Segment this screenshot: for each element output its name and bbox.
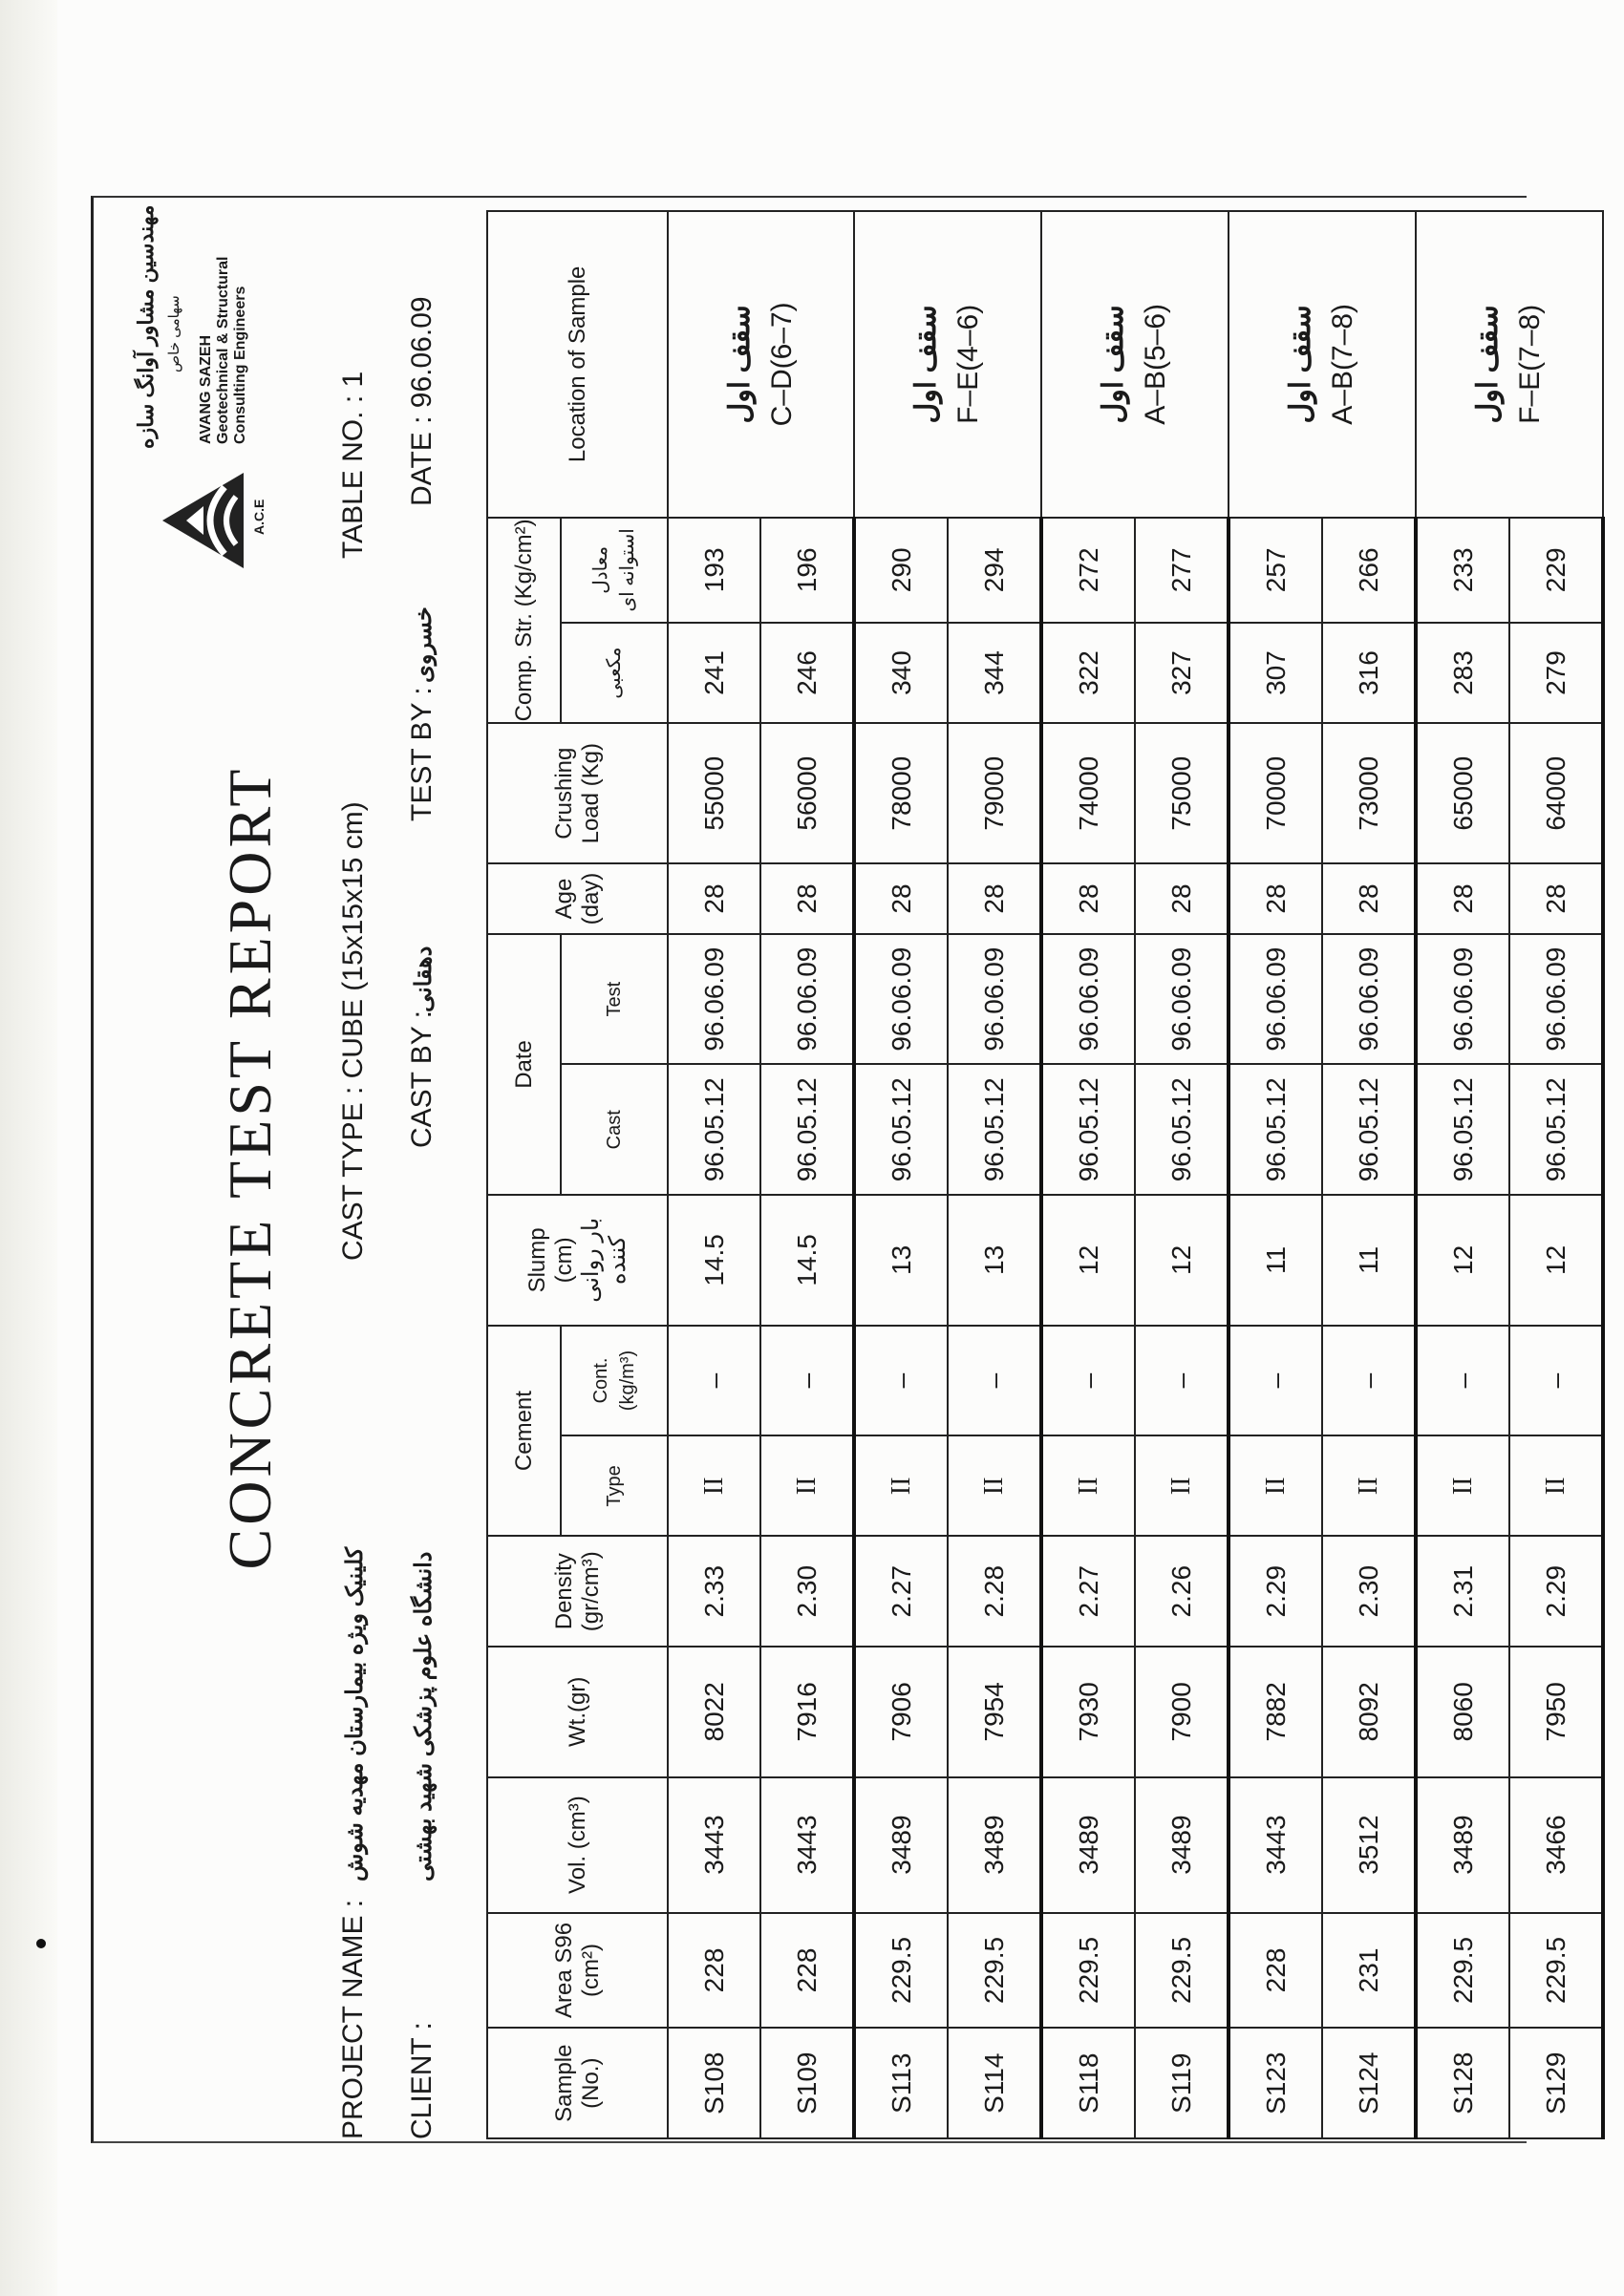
cell-cube: 241 — [668, 623, 760, 723]
cell-cast: 96.05.12 — [948, 1064, 1041, 1195]
col-slump-unit: (cm) — [550, 1237, 577, 1284]
location-grid-code: F–E(7–8) — [1514, 304, 1546, 424]
cell-cyl: 266 — [1322, 518, 1416, 623]
cell-load: 74000 — [1041, 723, 1135, 863]
table-row — [854, 211, 948, 2138]
cell-area: 229.5 — [854, 1913, 948, 2029]
col-volume: Vol. (cm³) — [487, 1777, 668, 1913]
cell-test: 96.06.09 — [668, 934, 760, 1065]
cast-type: CAST TYPE : CUBE (15x15x15 cm) — [337, 801, 369, 1261]
cell-slump: 12 — [1041, 1195, 1135, 1326]
cast-by-label: CAST BY : — [406, 1010, 438, 1148]
location-floor-fa: سقف اول — [1285, 305, 1316, 424]
cell-age: 28 — [948, 863, 1041, 934]
cell-cont: – — [948, 1326, 1041, 1436]
cell-cast: 96.05.12 — [1041, 1064, 1135, 1195]
cell-cube: 322 — [1041, 623, 1135, 723]
cell-load: 73000 — [1322, 723, 1416, 863]
concrete-test-table — [486, 210, 1605, 2139]
cell-test: 96.06.09 — [1135, 934, 1229, 1065]
cell-sample: S108 — [668, 2028, 760, 2138]
cell-slump: 13 — [948, 1195, 1041, 1326]
cell-vol: 3512 — [1322, 1777, 1416, 1913]
cell-vol: 3466 — [1509, 1777, 1603, 1913]
company-name-fa: مهندسین مشاور آوانگ سازه — [134, 204, 158, 449]
cell-cyl: 193 — [668, 518, 760, 623]
report-sheet — [91, 196, 1571, 2139]
table-number: TABLE NO. : 1 — [337, 371, 369, 559]
cell-area: 229.5 — [1135, 1913, 1229, 2029]
cell-test: 96.06.09 — [1416, 934, 1509, 1065]
cell-density: 2.29 — [1229, 1536, 1322, 1647]
cell-vol: 3489 — [1135, 1777, 1229, 1913]
location-floor-fa: سقف اول — [723, 305, 756, 424]
col-slump-label: Slump — [524, 1227, 550, 1293]
cell-cast: 96.05.12 — [668, 1064, 760, 1195]
company-name-en: AVANG SAZEH Geotechnical & Structural Consulting Engineers — [198, 256, 248, 444]
location-cell — [668, 211, 854, 518]
location-grid-code: C–D(6–7) — [765, 302, 798, 427]
cell-slump: 12 — [1509, 1195, 1603, 1326]
cell-vol: 3489 — [1416, 1777, 1509, 1913]
cell-cast: 96.05.12 — [760, 1064, 854, 1195]
cell-cyl: 257 — [1229, 518, 1322, 623]
cell-sample: S113 — [854, 2028, 948, 2138]
cell-cyl: 229 — [1509, 518, 1603, 623]
cell-cyl: 290 — [854, 518, 948, 623]
cell-cont: – — [1041, 1326, 1135, 1436]
ink-dot — [36, 1939, 46, 1948]
cell-slump: 11 — [1229, 1195, 1322, 1326]
col-comp-cylinder: معادل استوانه ای — [561, 518, 668, 623]
cell-type: II — [1135, 1435, 1229, 1536]
cell-wt: 7916 — [760, 1647, 854, 1777]
cell-age: 28 — [760, 863, 854, 934]
cell-load: 75000 — [1135, 723, 1229, 863]
cell-sample: S119 — [1135, 2028, 1229, 2138]
cell-age: 28 — [1509, 863, 1603, 934]
cell-sample: S129 — [1509, 2028, 1603, 2138]
report-date: DATE : 96.06.09 — [406, 296, 438, 506]
cell-age: 28 — [1416, 863, 1509, 934]
cell-sample: S123 — [1229, 2028, 1322, 2138]
cell-vol: 3443 — [1229, 1777, 1322, 1913]
report-title: CONCRETE TEST REPORT — [216, 765, 284, 1570]
col-cement: Cement — [487, 1326, 561, 1537]
cell-cast: 96.05.12 — [1135, 1064, 1229, 1195]
cell-sample: S109 — [760, 2028, 854, 2138]
cell-type: II — [1416, 1435, 1509, 1536]
location-cell — [854, 211, 1041, 518]
test-by-label: TEST BY : — [406, 687, 438, 821]
cell-load: 56000 — [760, 723, 854, 863]
cell-density: 2.30 — [760, 1536, 854, 1647]
cell-cont: – — [1322, 1326, 1416, 1436]
cell-density: 2.31 — [1416, 1536, 1509, 1647]
location-cell — [1416, 211, 1603, 518]
cell-sample: S114 — [948, 2028, 1041, 2138]
cell-cube: 327 — [1135, 623, 1229, 723]
cell-test: 96.06.09 — [854, 934, 948, 1065]
cell-type: II — [1041, 1435, 1135, 1536]
cell-slump: 11 — [1322, 1195, 1416, 1326]
location-floor-fa: سقف اول — [1098, 305, 1129, 424]
cell-sample: S124 — [1322, 2028, 1416, 2138]
cell-density: 2.26 — [1135, 1536, 1229, 1647]
cell-type: II — [948, 1435, 1041, 1536]
cell-vol: 3443 — [668, 1777, 760, 1913]
cell-cast: 96.05.12 — [1416, 1064, 1509, 1195]
project-name-label: PROJECT NAME : — [337, 1899, 369, 2139]
cell-age: 28 — [1041, 863, 1135, 934]
cell-load: 78000 — [854, 723, 948, 863]
cell-area: 229.5 — [1041, 1913, 1135, 2029]
cell-vol: 3443 — [760, 1777, 854, 1913]
cell-cube: 246 — [760, 623, 854, 723]
cell-load: 65000 — [1416, 723, 1509, 863]
location-cell — [1229, 211, 1416, 518]
cell-age: 28 — [854, 863, 948, 934]
cell-age: 28 — [1322, 863, 1416, 934]
location-cell — [1041, 211, 1229, 518]
cell-load: 64000 — [1509, 723, 1603, 863]
cell-sample: S128 — [1416, 2028, 1509, 2138]
location-floor-fa: سقف اول — [910, 305, 942, 424]
col-comp-cube: مکعبی — [561, 623, 668, 723]
cell-cont: – — [668, 1326, 760, 1436]
cell-type: II — [668, 1435, 760, 1536]
table-row — [1041, 211, 1135, 2138]
cell-cyl: 277 — [1135, 518, 1229, 623]
company-abbr: A.C.E — [251, 499, 267, 535]
cast-by-value: دهقانی — [411, 946, 437, 1012]
location-floor-fa: سقف اول — [1472, 305, 1504, 424]
col-date-test: Test — [561, 934, 668, 1065]
cell-cyl: 272 — [1041, 518, 1135, 623]
cell-slump: 14.5 — [668, 1195, 760, 1326]
col-sample: Sample (No.) — [487, 2028, 668, 2138]
cell-age: 28 — [1135, 863, 1229, 934]
col-weight: Wt.(gr) — [487, 1647, 668, 1777]
cell-cube: 340 — [854, 623, 948, 723]
cell-density: 2.27 — [1041, 1536, 1135, 1647]
table-body — [668, 211, 1603, 2138]
cell-area: 228 — [760, 1913, 854, 2029]
cell-cube: 283 — [1416, 623, 1509, 723]
cell-cont: – — [1509, 1326, 1603, 1436]
cell-area: 231 — [1322, 1913, 1416, 2029]
cell-cube: 279 — [1509, 623, 1603, 723]
cell-cast: 96.05.12 — [1509, 1064, 1603, 1195]
table-row — [1229, 211, 1322, 2138]
cell-sample: S118 — [1041, 2028, 1135, 2138]
col-density: Density (gr/cm³) — [487, 1536, 668, 1647]
cell-vol: 3489 — [948, 1777, 1041, 1913]
cell-wt: 8022 — [668, 1647, 760, 1777]
cell-cast: 96.05.12 — [1322, 1064, 1416, 1195]
cell-load: 55000 — [668, 723, 760, 863]
cell-type: II — [1322, 1435, 1416, 1536]
client-value: دانشگاه علوم پزشکی شهید بهشتی — [411, 1551, 437, 1881]
cell-type: II — [1509, 1435, 1603, 1536]
project-name-value: کلینیک ویژه بیمارستان مهدیه شوش — [342, 1546, 368, 1881]
cell-density: 2.29 — [1509, 1536, 1603, 1647]
location-grid-code: A–B(5–6) — [1140, 303, 1171, 425]
col-crushing-load: Crushing Load (Kg) — [487, 723, 668, 863]
cell-cast: 96.05.12 — [1229, 1064, 1322, 1195]
cell-area: 229.5 — [1509, 1913, 1603, 2029]
cell-test: 96.06.09 — [1322, 934, 1416, 1065]
cell-area: 229.5 — [948, 1913, 1041, 2029]
cell-density: 2.28 — [948, 1536, 1041, 1647]
cell-cube: 344 — [948, 623, 1041, 723]
cell-type: II — [760, 1435, 854, 1536]
cell-cyl: 233 — [1416, 518, 1509, 623]
location-grid-code: F–E(4–6) — [952, 304, 984, 424]
cell-load: 70000 — [1229, 723, 1322, 863]
cell-cast: 96.05.12 — [854, 1064, 948, 1195]
cell-wt: 8060 — [1416, 1647, 1509, 1777]
cell-wt: 8092 — [1322, 1647, 1416, 1777]
cell-age: 28 — [1229, 863, 1322, 934]
company-subtitle-fa: سهامی خاص — [166, 295, 182, 372]
cell-test: 96.06.09 — [948, 934, 1041, 1065]
cell-cube: 307 — [1229, 623, 1322, 723]
cell-cyl: 294 — [948, 518, 1041, 623]
col-slump-fa: بار روانی کننده — [577, 1218, 630, 1303]
cell-cont: – — [854, 1326, 948, 1436]
cell-slump: 14.5 — [760, 1195, 854, 1326]
col-cement-cont: Cont. (kg/m³) — [561, 1326, 668, 1436]
cell-cont: – — [1416, 1326, 1509, 1436]
page-edge-shadow — [0, 0, 57, 2296]
col-age: Age (day) — [487, 863, 668, 934]
cell-area: 228 — [1229, 1913, 1322, 2029]
col-comp-strength: Comp. Str. (Kg/cm²) — [487, 518, 561, 723]
cell-density: 2.33 — [668, 1536, 760, 1647]
cell-cube: 316 — [1322, 623, 1416, 723]
cell-test: 96.06.09 — [1509, 934, 1603, 1065]
table-row — [668, 211, 760, 2138]
cell-density: 2.27 — [854, 1536, 948, 1647]
col-cement-type: Type — [561, 1435, 668, 1536]
cell-age: 28 — [668, 863, 760, 934]
cell-vol: 3489 — [854, 1777, 948, 1913]
cell-wt: 7954 — [948, 1647, 1041, 1777]
cell-cyl: 196 — [760, 518, 854, 623]
cell-test: 96.06.09 — [760, 934, 854, 1065]
cell-cont: – — [760, 1326, 854, 1436]
cell-slump: 13 — [854, 1195, 948, 1326]
cell-wt: 7882 — [1229, 1647, 1322, 1777]
cell-area: 229.5 — [1416, 1913, 1509, 2029]
cell-cont: – — [1229, 1326, 1322, 1436]
cell-density: 2.30 — [1322, 1536, 1416, 1647]
test-by-value: خسروی — [411, 606, 437, 683]
cell-area: 228 — [668, 1913, 760, 2029]
col-slump — [487, 1195, 668, 1326]
cell-slump: 12 — [1416, 1195, 1509, 1326]
cell-slump: 12 — [1135, 1195, 1229, 1326]
col-date-cast: Cast — [561, 1064, 668, 1195]
table-row — [1416, 211, 1509, 2138]
cell-cont: – — [1135, 1326, 1229, 1436]
col-area: Area S96 (cm²) — [487, 1913, 668, 2029]
client-label: CLIENT : — [406, 2022, 438, 2139]
cell-test: 96.06.09 — [1041, 934, 1135, 1065]
cell-vol: 3489 — [1041, 1777, 1135, 1913]
cell-wt: 7906 — [854, 1647, 948, 1777]
location-grid-code: A–B(7–8) — [1327, 303, 1358, 425]
cell-type: II — [854, 1435, 948, 1536]
cell-load: 79000 — [948, 723, 1041, 863]
cell-wt: 7950 — [1509, 1647, 1603, 1777]
cell-type: II — [1229, 1435, 1322, 1536]
cell-test: 96.06.09 — [1229, 934, 1322, 1065]
cell-wt: 7900 — [1135, 1647, 1229, 1777]
cell-wt: 7930 — [1041, 1647, 1135, 1777]
col-date: Date — [487, 934, 561, 1195]
col-location: Location of Sample — [487, 211, 668, 518]
